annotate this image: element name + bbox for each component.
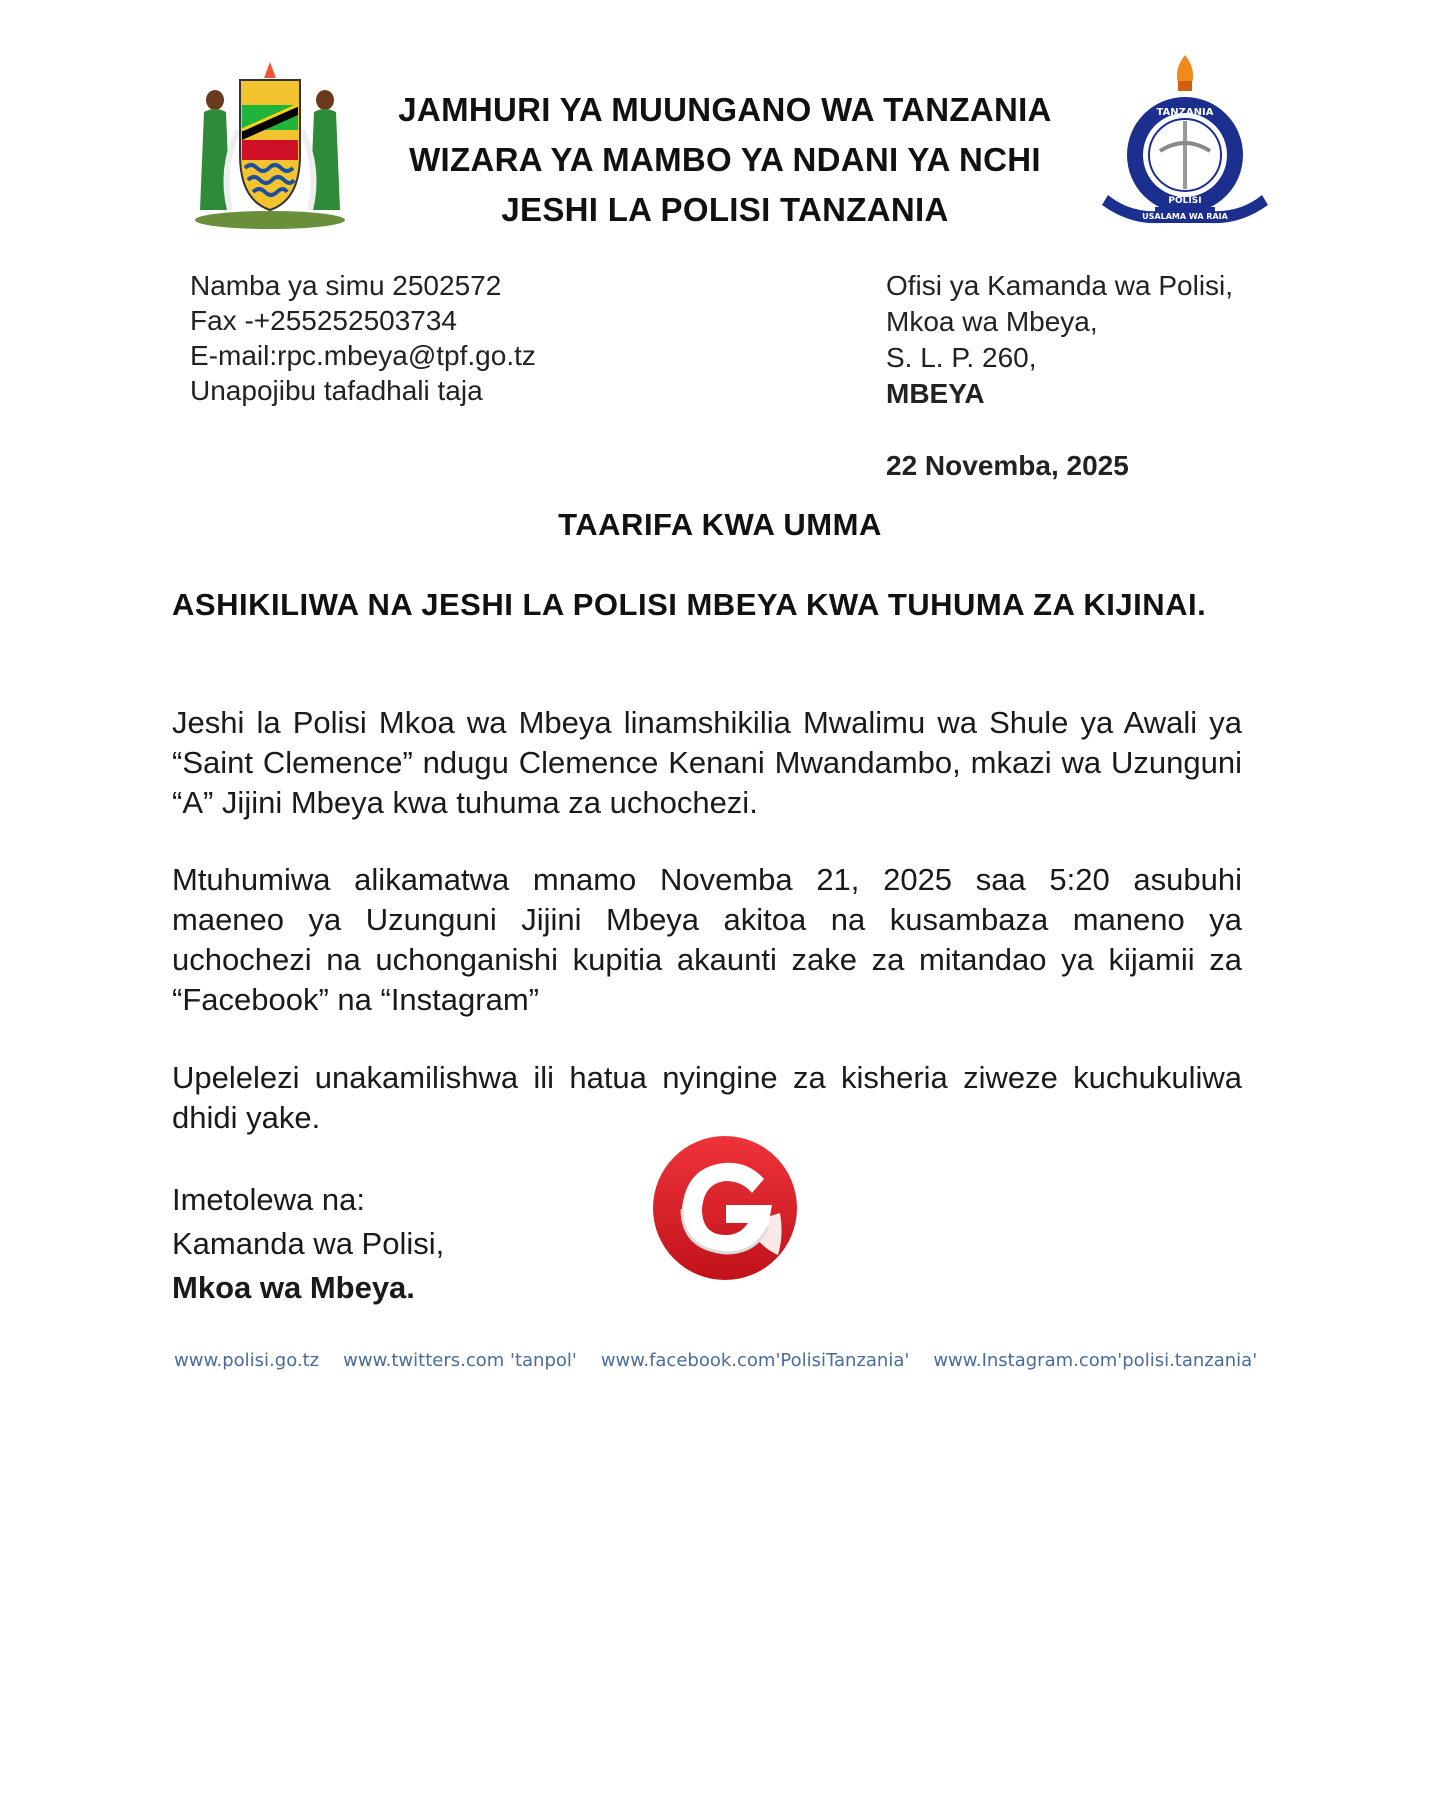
emblem-bottom-text: USALAMA WA RAIA [1142,212,1228,221]
country-name: JAMHURI YA MUUNGANO WA TANZANIA [398,91,1052,128]
emblem-top-text: TANZANIA [1156,107,1214,118]
notice-subject: ASHIKILIWA NA JESHI LA POLISI MBEYA KWA TUHUMA ZA KIJINAI. [172,587,1207,622]
police-force-name: JESHI LA POLISI TANZANIA [501,191,949,228]
footer-website-link[interactable]: www.polisi.go.tz [174,1350,320,1371]
release-date: 22 Novemba, 2025 [886,450,1129,481]
footer-instagram-link[interactable]: www.Instagram.com'polisi.tanzania' [933,1350,1258,1371]
ministry-name: WIZARA YA MAMBO YA NDANI YA NCHI [409,141,1041,178]
footer-twitter-link[interactable]: www.twitters.com 'tanpol' [343,1350,577,1371]
po-box: S. L. P. 260, [886,342,1037,373]
body-paragraph-2: Mtuhumiwa alikamatwa mnamo Novemba 21, 2025 saa 5:20 asubuhi maeneo ya Uzunguni Jijini Mbeya akitoa na kusambaza maneno ya uchochezi na uchonganishi kupitia akaunti zake za mitandao ya kijamii za “Facebook” na “Instagram” [172,862,1242,1017]
body-paragraph-1: Jeshi la Polisi Mkoa wa Mbeya linamshikilia Mwalimu wa Shule ya Awali ya “Saint Clemence” ndugu Clemence Kenani Mwandambo, mkazi wa Uzunguni “A” Jijini Mbeya kwa tuhuma za uchochezi. [172,705,1242,820]
letterhead [190,55,1270,245]
notice-heading: TAARIFA KWA UMMA [558,507,882,542]
letterhead-titles [360,85,1090,235]
email-address: E-mail:rpc.mbeya@tpf.go.tz [190,340,536,371]
g-logo-icon [652,1135,798,1281]
office-name: Ofisi ya Kamanda wa Polisi, [886,270,1234,301]
emblem-mid-text: POLISI [1168,196,1202,206]
body-paragraph-3: Upelelezi unakamilishwa ili hatua nyingine za kisheria ziweze kuchukuliwa dhidi yake. [172,1060,1242,1135]
fax-number: Fax -+255252503734 [190,305,457,336]
contact-details [190,268,536,408]
phone-number: Namba ya simu 2502572 [190,270,502,301]
reply-note: Unapojibu tafadhali taja [190,375,483,406]
signatory-title: Kamanda wa Polisi, [172,1226,445,1261]
office-city: MBEYA [886,378,985,409]
tanzania-coat-of-arms-icon [190,60,350,230]
tanzania-police-emblem-icon [1100,55,1270,225]
footer-links [174,1350,1274,1371]
signoff-block [172,1178,444,1310]
issued-by-label: Imetolewa na: [172,1182,365,1217]
signatory-region: Mkoa wa Mbeya. [172,1270,415,1305]
office-region: Mkoa wa Mbeya, [886,306,1098,337]
footer-facebook-link[interactable]: www.facebook.com'PolisiTanzania' [600,1350,910,1371]
office-address [886,268,1233,412]
